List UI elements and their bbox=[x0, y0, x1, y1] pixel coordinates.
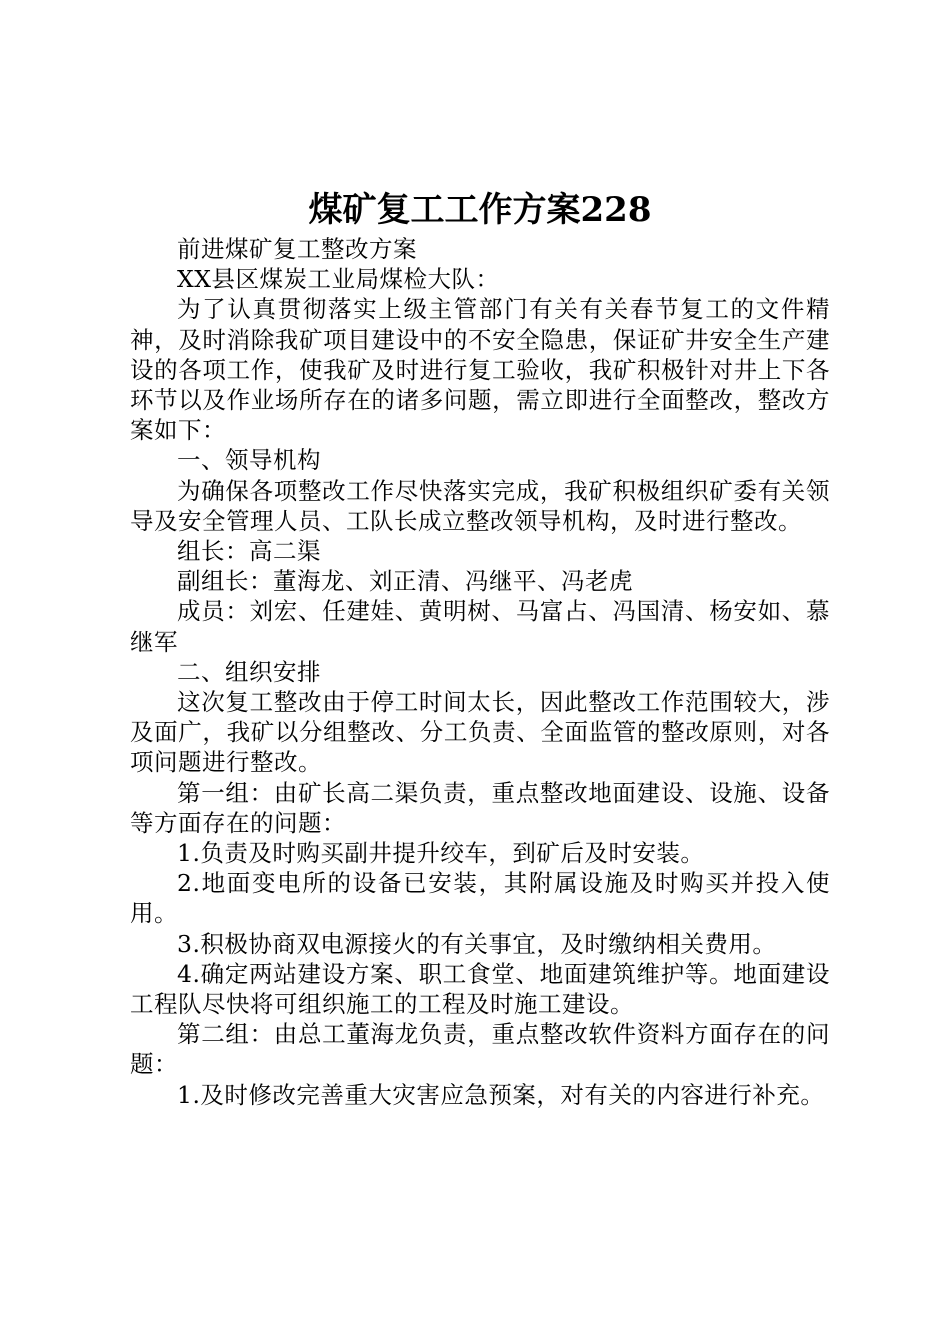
paragraph: 第二组：由总工董海龙负责，重点整改软件资料方面存在的问题： bbox=[130, 1020, 830, 1079]
paragraph: XX县区煤炭工业局煤检大队： bbox=[177, 265, 500, 294]
list-item: 4.确定两站建设方案、职工食堂、地面建筑维护等。地面建设工程队尽快将可组织施工的工程及时施工建设。 bbox=[130, 959, 830, 1019]
list-item: 1.及时修改完善重大灾害应急预案，对有关的内容进行补充。 bbox=[177, 1080, 825, 1109]
paragraph: 为了认真贯彻落实上级主管部门有关有关春节复工的文件精神，及时消除我矿项目建设中的不安全隐患，保证矿井安全生产建设的各项工作，使我矿及时进行复工验收，我矿积极针对井上下各环节以及作业场所存在的诸多问题，需立即进行全面整改，整改方案如下： bbox=[130, 295, 830, 445]
paragraph: 副组长：董海龙、刘正清、冯继平、冯老虎 bbox=[177, 567, 633, 596]
paragraph: 成员：刘宏、任建娃、黄明树、马富占、冯国清、杨安如、慕继军 bbox=[130, 597, 830, 656]
document-body bbox=[130, 234, 830, 1110]
section-heading: 一、领导机构 bbox=[177, 446, 321, 475]
paragraph: 这次复工整改由于停工时间太长，因此整改工作范围较大，涉及面广，我矿以分组整改、分工负责、全面监管的整改原则，对各项问题进行整改。 bbox=[130, 688, 830, 777]
paragraph: 第一组：由矿长高二渠负责，重点整改地面建设、设施、设备等方面存在的问题： bbox=[130, 778, 830, 837]
paragraph: 前进煤矿复工整改方案 bbox=[177, 235, 417, 263]
section-heading: 二、组织安排 bbox=[177, 657, 321, 686]
paragraph: 为确保各项整改工作尽快落实完成，我矿积极组织矿委有关领导及安全管理人员、工队长成立整改领导机构，及时进行整改。 bbox=[130, 476, 830, 535]
list-item: 2.地面变电所的设备已安装，其附属设施及时购买并投入使用。 bbox=[130, 869, 830, 928]
list-item: 1.负责及时购买副井提升绞车，到矿后及时安装。 bbox=[177, 839, 705, 868]
list-item: 3.积极协商双电源接火的有关事宜，及时缴纳相关费用。 bbox=[177, 929, 777, 958]
paragraph: 组长：高二渠 bbox=[177, 537, 321, 566]
document-title: 煤矿复工工作方案228 bbox=[308, 190, 652, 230]
document-page bbox=[130, 188, 830, 1110]
